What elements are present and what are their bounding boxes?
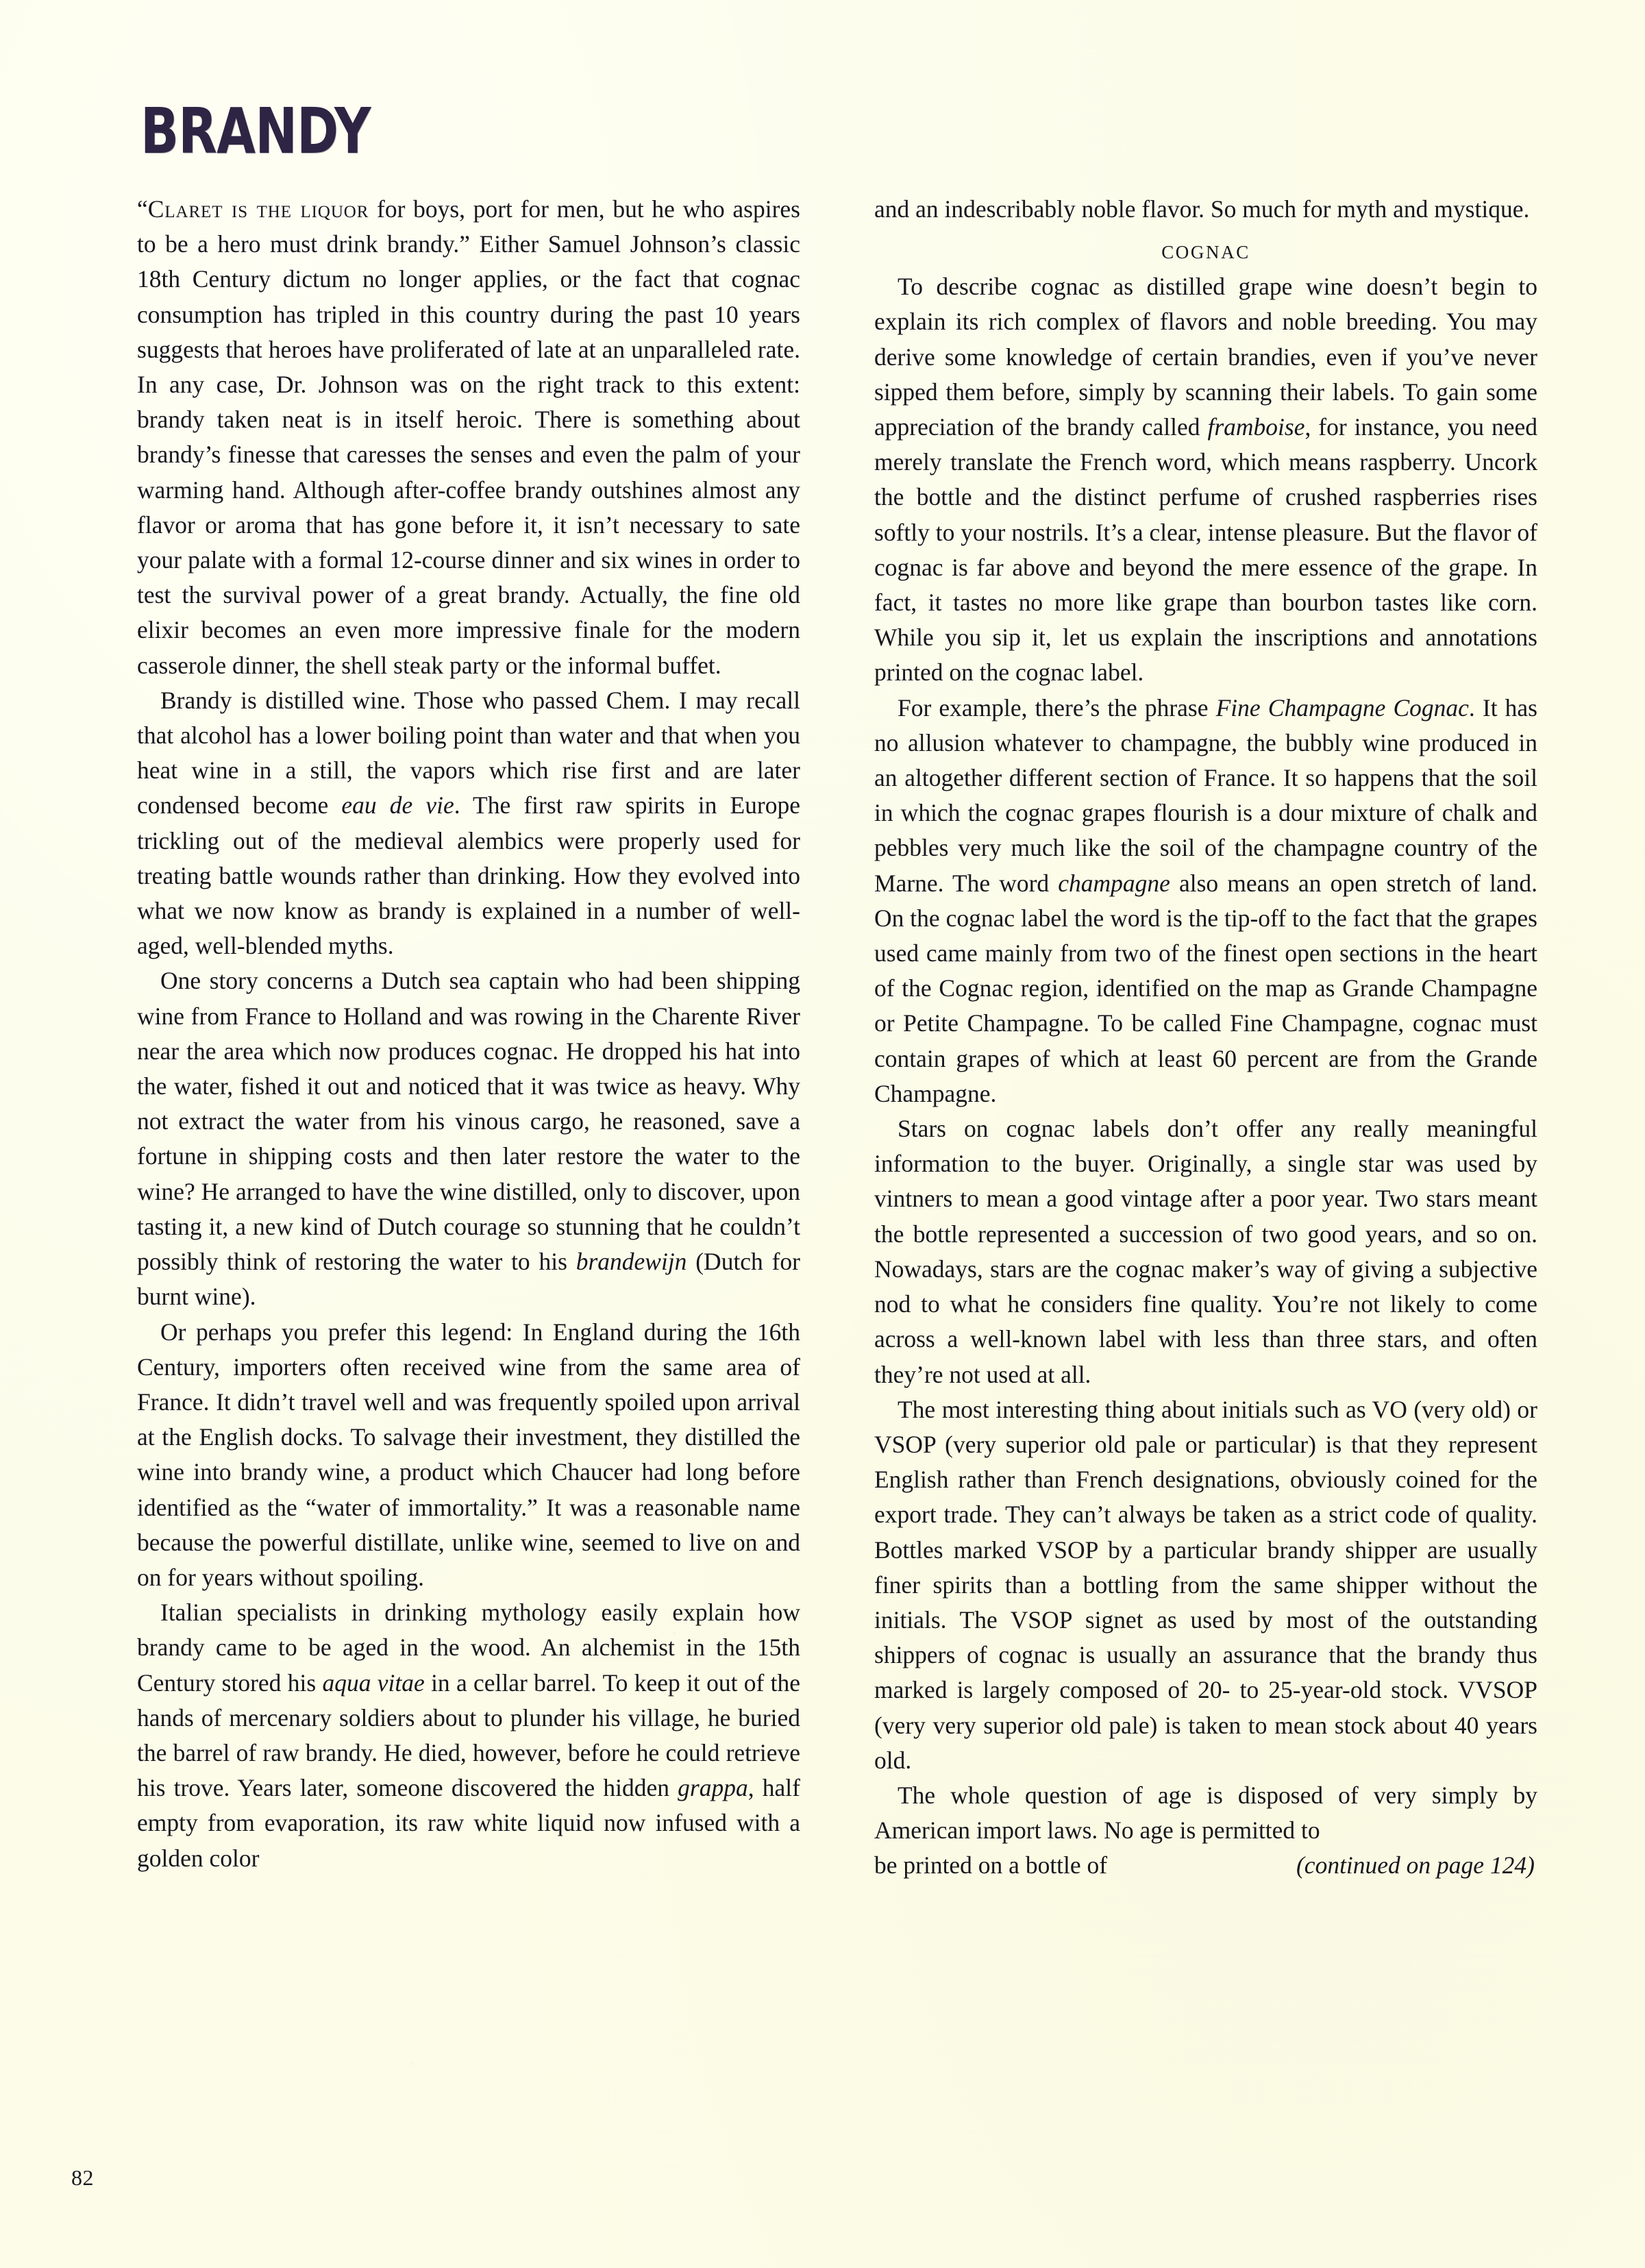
text-run: To describe cognac as distilled grape wine doesn’t begin to explain its rich complex of flavors and noble breeding. You may derive some knowledge of certain brandies, even if you’ve never sipped them before, simply by scanning their labels. To gain some appreciation of the brandy called <box>874 273 1537 441</box>
italic-term: framboise <box>1207 413 1305 441</box>
text-run: One story concerns a Dutch sea captain who had been shipping wine from France to Holland and was rowing in the Charente River near the area which now produces cognac. He dropped his hat into the water, fished it out and noticed that it was twice as heavy. Why not extract the water from his vinous cargo, he reasoned, save a fortune in shipping costs and then later restore the water to the wine? He arranged to have the wine distilled, only to discover, upon tasting it, a new kind of Dutch courage so stunning that he couldn’t possibly think of restoring the water to his <box>137 967 800 1276</box>
body-paragraph <box>137 1595 800 1876</box>
text-run: The whole question of age is disposed of very simply by American import laws. No age is permitted to <box>874 1781 1537 1845</box>
body-paragraph <box>874 192 1537 227</box>
body-paragraph <box>874 269 1537 690</box>
text-run: . It has no allusion whatever to champagne, the bubbly wine produced in an altogether different section of France. It so happens that the soil in which the cognac grapes flourish is a dour mixture of chalk and pebbles very much like the soil of the champagne country of the Marne. The word <box>874 693 1537 897</box>
right-column <box>874 192 1537 1884</box>
text-run: For example, there’s the phrase <box>898 693 1216 722</box>
left-column <box>137 192 800 1884</box>
body-paragraph <box>874 691 1537 1111</box>
body-paragraph <box>137 963 800 1314</box>
article-body-columns <box>137 192 1538 1884</box>
body-paragraph <box>874 1778 1537 1848</box>
page-title: BRANDY <box>140 95 371 168</box>
section-subhead-cognac: COGNAC <box>1161 242 1250 263</box>
text-run: , for instance, you need merely translate the French word, which means raspberry. Uncork the bottle and the distinct perfume of crushed raspberries rises softly to your nostrils. It’s a clear, intense pleasure. But the flavor of cognac is far above and beyond the mere essence of the grape. In fact, it tastes no more like grape than bourbon tastes like corn. While you sip it, let us explain the inscriptions and annotations printed on the cognac label. <box>874 413 1537 687</box>
italic-term: Fine Champagne Cognac <box>1215 693 1469 722</box>
text-run: for boys, port for men, but he who aspires to be a hero must drink brandy.” Either Samuel Johnson’s classic 18th Century dictum no longer applies, or the fact that cognac consumption has tripled in this country during the past 10 years suggests that heroes have proliferated of late at an unparalleled rate. In any case, Dr. Johnson was on the right track to this extent: brandy taken neat is in itself heroic. There is something about brandy’s finesse that caresses the senses and even the palm of your warming hand. Although after-coffee brandy outshines almost any flavor or aroma that has gone before it, it isn’t necessary to sate your palate with a formal 12-course dinner and six wines in order to test the survival power of a great brandy. Actually, the fine old elixir becomes an even more impressive finale for the modern casserole dinner, the shell steak party or the informal buffet. <box>137 195 800 679</box>
final-line-with-continuation <box>874 1848 1537 1883</box>
italic-term: champagne <box>1058 869 1170 897</box>
body-paragraph <box>137 683 800 964</box>
body-paragraph <box>137 1315 800 1596</box>
text-run: also means an open stretch of land. On the cognac label the word is the tip-off to the fact that the grapes used came mainly from two of the finest open sections in the heart of the Cognac region, identified on the map as Grande Champagne or Petite Champagne. To be called Fine Champagne, cognac must contain grapes of which at least 60 percent are from the Grande Champagne. <box>874 869 1537 1107</box>
text-run: and an indescribably noble flavor. So much for myth and mystique. <box>874 195 1530 223</box>
body-paragraph <box>874 1392 1537 1778</box>
italic-term: aqua vitae <box>322 1668 425 1697</box>
body-paragraph <box>137 192 800 683</box>
text-run: The most interesting thing about initials such as VO (very old) or VSOP (very superior old pale or particular) is that they represent English rather than French designations, obviously coined for the export trade. They can’t always be taken as a strict code of quality. Bottles marked VSOP by a particular brandy shipper are usually finer spirits than a bottling from the same shipper without the initials. The VSOP signet as used by most of the outstanding shippers of cognac is usually an assurance that the brandy thus marked is largely composed of 20- to 25-year-old stock. VVSOP (very very superior old pale) is taken to mean stock about 40 years old. <box>874 1395 1537 1774</box>
text-run: (Dutch for burnt wine). <box>137 1248 800 1311</box>
text-run: “ <box>137 195 148 223</box>
small-caps-opener: Claret is the liquor <box>147 195 369 223</box>
text-run: Or perhaps you prefer this legend: In England during the 16th Century, importers often received wine from the same area of France. It didn’t travel well and was frequently spoiled upon arrival at the English docks. To salvage their investment, they distilled the wine into brandy wine, a product which Chaucer had long before identified as the “water of immortality.” It was a reasonable name because the powerful distillate, unlike wine, seemed to live on and on for years without spoiling. <box>137 1318 800 1591</box>
text-run: Italian specialists in drinking mythology easily explain how brandy came to be aged in the wood. An alchemist in the 15th Century stored his <box>137 1599 800 1697</box>
text-run: , half empty from evaporation, its raw white liquid now infused with a golden color <box>137 1774 800 1872</box>
page-number: 82 <box>71 2165 94 2190</box>
text-run: Brandy is distilled wine. Those who passed Chem. I may recall that alcohol has a lower boiling point than water and that when you heat wine in a still, the vapors which rise first and are later condensed become <box>137 686 800 819</box>
continued-on-page-note[interactable]: (continued on page 124) <box>1296 1851 1535 1879</box>
italic-term: grappa <box>678 1774 748 1802</box>
text-run: in a cellar barrel. To keep it out of the hands of mercenary soldiers about to plunder his village, he buried the barrel of raw brandy. He died, however, before he could retrieve his trove. Years later, someone discovered the hidden <box>137 1668 800 1802</box>
text-run: . The first raw spirits in Europe trickling out of the medieval alembics were properly used for treating battle wounds rather than drinking. How they evolved into what we now know as brandy is explained in a number of well-aged, well-blended myths. <box>137 791 801 960</box>
article-title-wrap <box>140 95 826 168</box>
text-run: Stars on cognac labels don’t offer any really meaningful information to the buyer. Originally, a single star was used by vintners to mean a good vintage after a poor year. Two stars meant the bottle represented a succession of two good years, and so on. Nowadays, stars are the cognac maker’s way of giving a subjective nod to what he considers fine quality. You’re not likely to come across a well-known label with less than three stars, and often they’re not used at all. <box>874 1115 1537 1388</box>
body-paragraph <box>874 1111 1537 1392</box>
italic-term: brandewijn <box>576 1248 687 1276</box>
final-line-text: be printed on a bottle of <box>874 1851 1108 1879</box>
italic-term: eau de vie <box>341 791 454 819</box>
